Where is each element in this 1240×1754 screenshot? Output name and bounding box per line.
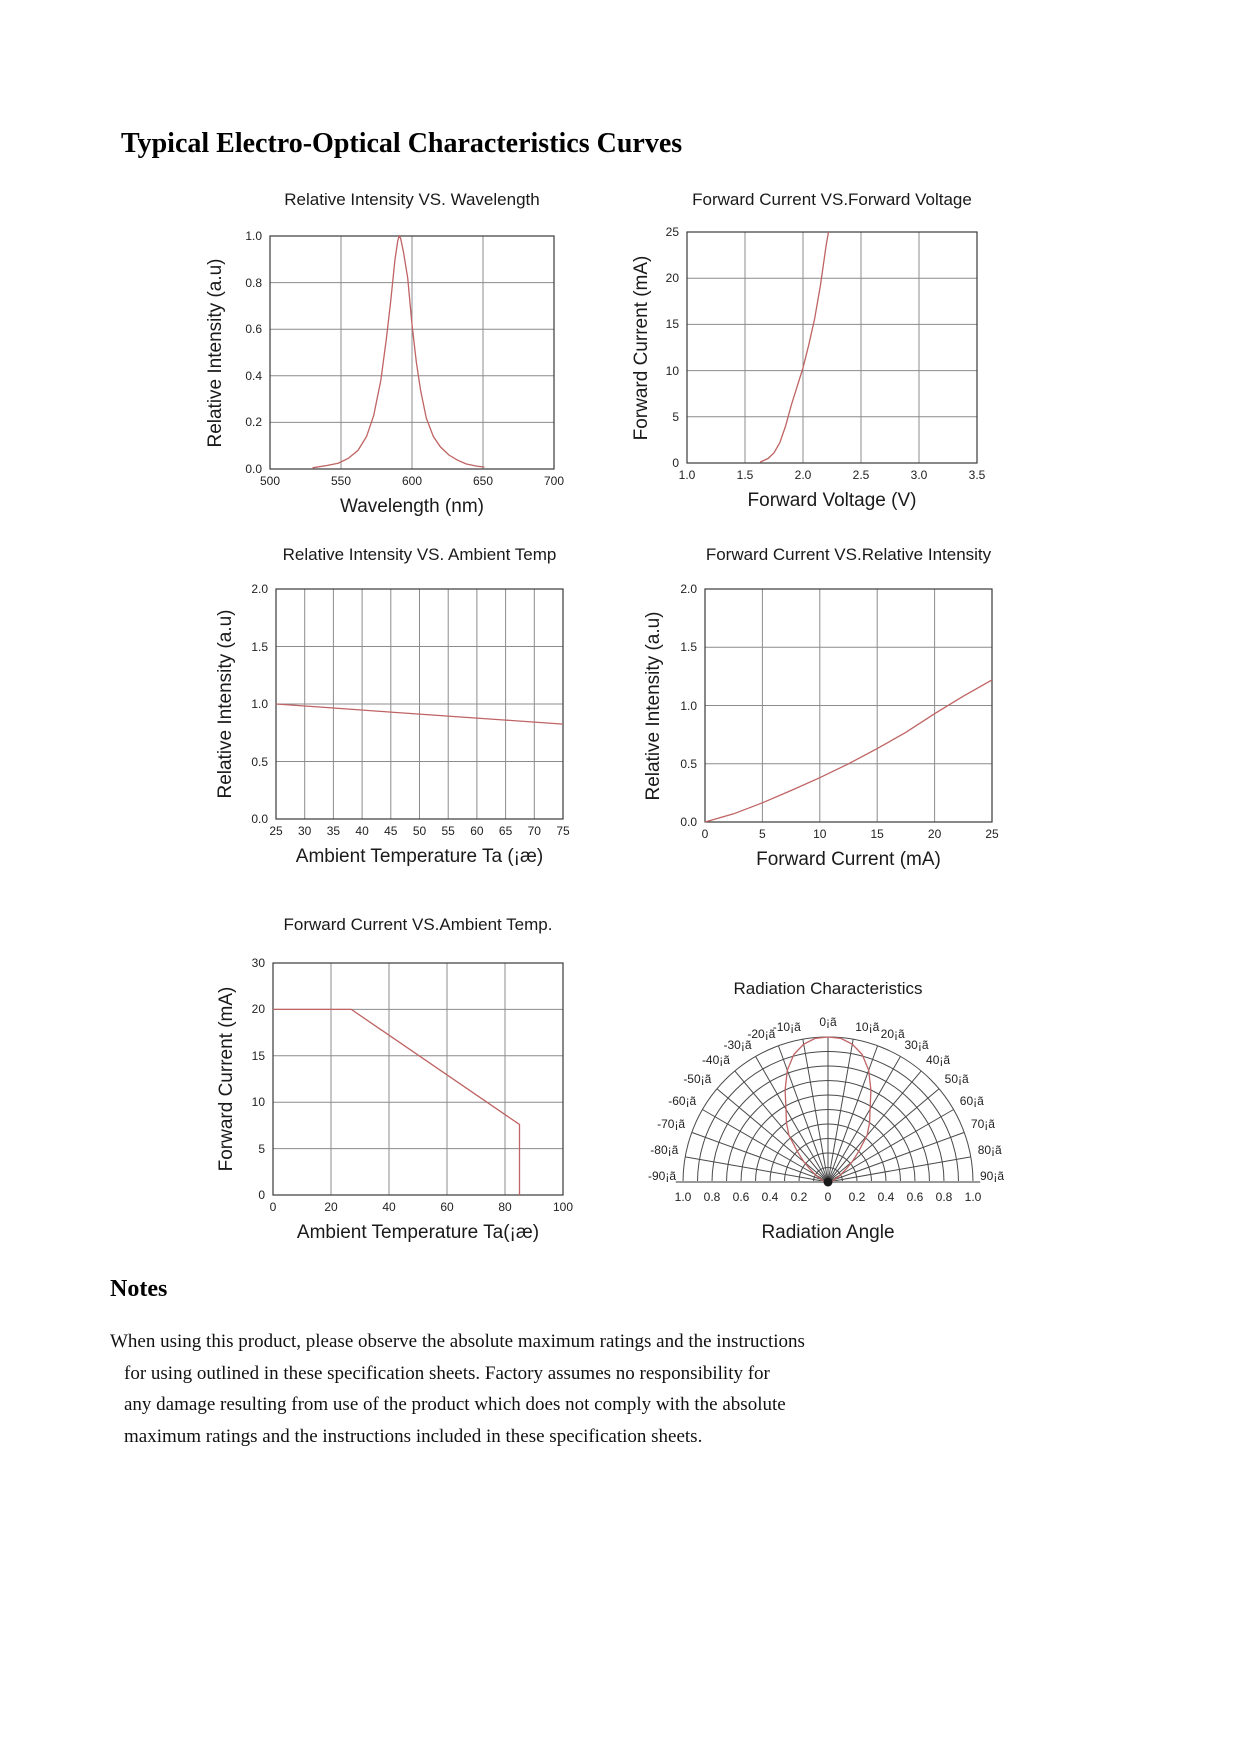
chart-canvas [150, 190, 590, 535]
x-tick-label: 45 [384, 824, 398, 838]
angle-label: -40¡ã [701, 1053, 730, 1068]
radial-label: 1.0 [674, 1190, 692, 1204]
y-tick-label: 0.5 [680, 756, 697, 771]
x-tick-label: 60 [470, 824, 484, 838]
x-tick-label: 600 [401, 474, 423, 488]
chart-title: Radiation Characteristics [733, 979, 923, 998]
chart-forward-current-vs-relative-intensity [620, 545, 1060, 890]
x-tick-label: 25 [985, 827, 999, 841]
y-tick-label: 2.0 [680, 582, 697, 596]
radial-label: 0.4 [761, 1190, 779, 1204]
gridlines [270, 236, 554, 469]
x-tick-label: 550 [330, 474, 352, 488]
y-tick-label: 0.6 [245, 322, 262, 337]
y-tick-label: 0 [258, 1188, 265, 1202]
x-tick-label: 25 [269, 824, 283, 838]
radial-label: 0.6 [906, 1190, 924, 1204]
y-tick-label: 1.0 [251, 697, 268, 711]
x-tick-label: 0 [269, 1200, 277, 1214]
chart-forward-current-vs-ambient-temp [150, 915, 590, 1265]
chart-forward-current-vs-forward-voltage [620, 190, 1060, 535]
chart-canvas [150, 545, 590, 890]
x-tick-label: 650 [472, 474, 494, 488]
notes-heading: Notes [110, 1276, 168, 1302]
radial-label: 0.2 [848, 1190, 866, 1204]
x-tick-label: 700 [543, 474, 565, 488]
x-axis-label: Ambient Temperature Ta (¡æ) [295, 846, 544, 867]
y-tick-label: 20 [665, 271, 679, 286]
y-tick-label: 1.0 [245, 229, 262, 243]
chart-relative-intensity-vs-wavelength [150, 190, 590, 535]
data-curve [705, 680, 992, 822]
angle-label: 10¡ã [855, 1020, 880, 1035]
y-axis-label: Relative Intensity (a.u) [215, 609, 236, 799]
data-curve [760, 232, 828, 462]
radial-label: 0.8 [935, 1190, 953, 1204]
y-axis-label: Relative Intensity (a.u) [205, 257, 226, 448]
y-axis-label: Forward Current (mA) [216, 986, 237, 1172]
x-tick-label: 35 [326, 824, 341, 838]
angle-label: -50¡ã [683, 1071, 712, 1086]
radial-label: 0.8 [703, 1190, 721, 1204]
y-tick-label: 0.2 [245, 415, 262, 430]
x-tick-label: 500 [259, 474, 281, 488]
x-tick-label: 55 [441, 824, 455, 838]
x-tick-label: 70 [527, 824, 541, 838]
x-axis-label: Wavelength (nm) [340, 496, 484, 517]
x-axis-label: Forward Current (mA) [756, 849, 941, 870]
chart-title: Relative Intensity VS. Wavelength [284, 190, 540, 209]
angle-label: -10¡ã [772, 1020, 801, 1035]
chart-canvas [620, 190, 1060, 535]
angle-label: 20¡ã [880, 1027, 905, 1042]
angle-label: 80¡ã [977, 1142, 1002, 1157]
polar-center-dot [824, 1178, 833, 1187]
x-axis-label: Forward Voltage (V) [747, 490, 917, 511]
x-tick-label: 30 [298, 824, 312, 838]
y-tick-label: 15 [251, 1048, 265, 1063]
x-tick-label: 65 [498, 824, 513, 838]
y-tick-label: 30 [251, 956, 265, 970]
chart-title: Forward Current VS.Ambient Temp. [283, 915, 553, 934]
plot-border [687, 232, 977, 463]
y-tick-label: 1.5 [680, 640, 697, 655]
angle-label: -70¡ã [657, 1117, 686, 1132]
notes-line: When using this product, please observe the absolute maximum ratings and the instructions [110, 1331, 805, 1352]
x-axis-label: Radiation Angle [761, 1222, 895, 1243]
angle-label: 0¡ã [819, 1015, 837, 1029]
gridlines [687, 232, 977, 463]
angle-label: 40¡ã [926, 1053, 951, 1068]
x-tick-label: 100 [552, 1200, 574, 1214]
y-tick-label: 10 [251, 1095, 265, 1110]
y-tick-label: 20 [251, 1002, 265, 1017]
y-tick-label: 0.0 [245, 462, 262, 476]
y-tick-label: 5 [672, 409, 679, 424]
x-tick-label: 40 [382, 1200, 396, 1214]
x-tick-label: 0 [701, 827, 709, 841]
angle-label: 30¡ã [904, 1038, 929, 1053]
y-axis-label: Relative Intensity (a.u) [643, 610, 664, 801]
y-tick-label: 2.0 [251, 582, 268, 596]
x-tick-label: 10 [813, 827, 827, 841]
y-tick-label: 0.0 [251, 812, 268, 826]
chart-title: Relative Intensity VS. Ambient Temp [282, 545, 557, 564]
y-tick-label: 15 [665, 317, 679, 332]
x-tick-label: 3.0 [910, 468, 928, 482]
x-tick-label: 2.0 [794, 468, 812, 482]
page-title: Typical Electro-Optical Characteristics Curves [121, 128, 683, 159]
y-tick-label: 0.5 [251, 754, 268, 769]
angle-label: 90¡ã [980, 1169, 1005, 1183]
x-tick-label: 1.0 [678, 468, 696, 482]
angle-label: 60¡ã [959, 1093, 984, 1108]
x-tick-label: 2.5 [852, 468, 870, 482]
x-tick-label: 3.5 [968, 468, 986, 482]
angle-label: 50¡ã [944, 1071, 969, 1086]
x-tick-label: 50 [412, 824, 427, 838]
x-tick-label: 1.5 [736, 468, 754, 482]
y-tick-label: 1.0 [680, 698, 697, 713]
chart-title: Forward Current VS.Relative Intensity [705, 545, 992, 564]
chart-radiation-characteristics [600, 975, 1080, 1265]
x-axis-label: Ambient Temperature Ta(¡æ) [296, 1222, 540, 1243]
x-tick-label: 80 [498, 1200, 512, 1214]
y-tick-label: 0.0 [680, 815, 697, 829]
x-tick-label: 20 [927, 827, 942, 841]
y-tick-label: 0.8 [245, 275, 262, 290]
angle-label: -60¡ã [668, 1093, 697, 1108]
x-tick-label: 60 [440, 1200, 454, 1214]
radial-label: 0 [824, 1190, 832, 1204]
y-tick-label: 0 [672, 456, 679, 470]
x-tick-label: 75 [556, 824, 570, 838]
radial-label: 1.0 [964, 1190, 982, 1204]
y-tick-label: 1.5 [251, 639, 268, 654]
x-tick-label: 20 [324, 1200, 338, 1214]
notes-line: maximum ratings and the instructions included in these specification sheets. [124, 1425, 703, 1447]
notes-paragraph [110, 1326, 990, 1452]
angle-label: -80¡ã [650, 1142, 679, 1157]
y-axis-label: Forward Current (mA) [631, 255, 652, 440]
angle-label: -30¡ã [723, 1038, 752, 1053]
chart-title: Forward Current VS.Forward Voltage [692, 190, 972, 209]
y-tick-label: 5 [258, 1141, 265, 1156]
notes-line: any damage resulting from use of the product which does not comply with the absolute [124, 1394, 786, 1415]
notes-line: for using outlined in these specification sheets. Factory assumes no responsibility for [124, 1362, 770, 1384]
y-tick-label: 25 [665, 225, 679, 239]
y-tick-label: 10 [665, 363, 679, 378]
radial-label: 0.4 [877, 1190, 895, 1204]
radial-label: 0.6 [732, 1190, 750, 1204]
gridlines [276, 589, 563, 819]
chart-relative-intensity-vs-ambient-temp [150, 545, 590, 890]
radial-label: 0.2 [790, 1190, 808, 1204]
x-tick-label: 15 [870, 827, 884, 841]
angle-label: 70¡ã [970, 1117, 995, 1132]
angle-label: -90¡ã [647, 1169, 676, 1183]
y-tick-label: 0.4 [245, 368, 262, 383]
data-curve [313, 236, 485, 468]
x-tick-label: 40 [355, 824, 369, 838]
angle-label: -20¡ã [747, 1027, 776, 1042]
x-tick-label: 5 [759, 827, 766, 841]
